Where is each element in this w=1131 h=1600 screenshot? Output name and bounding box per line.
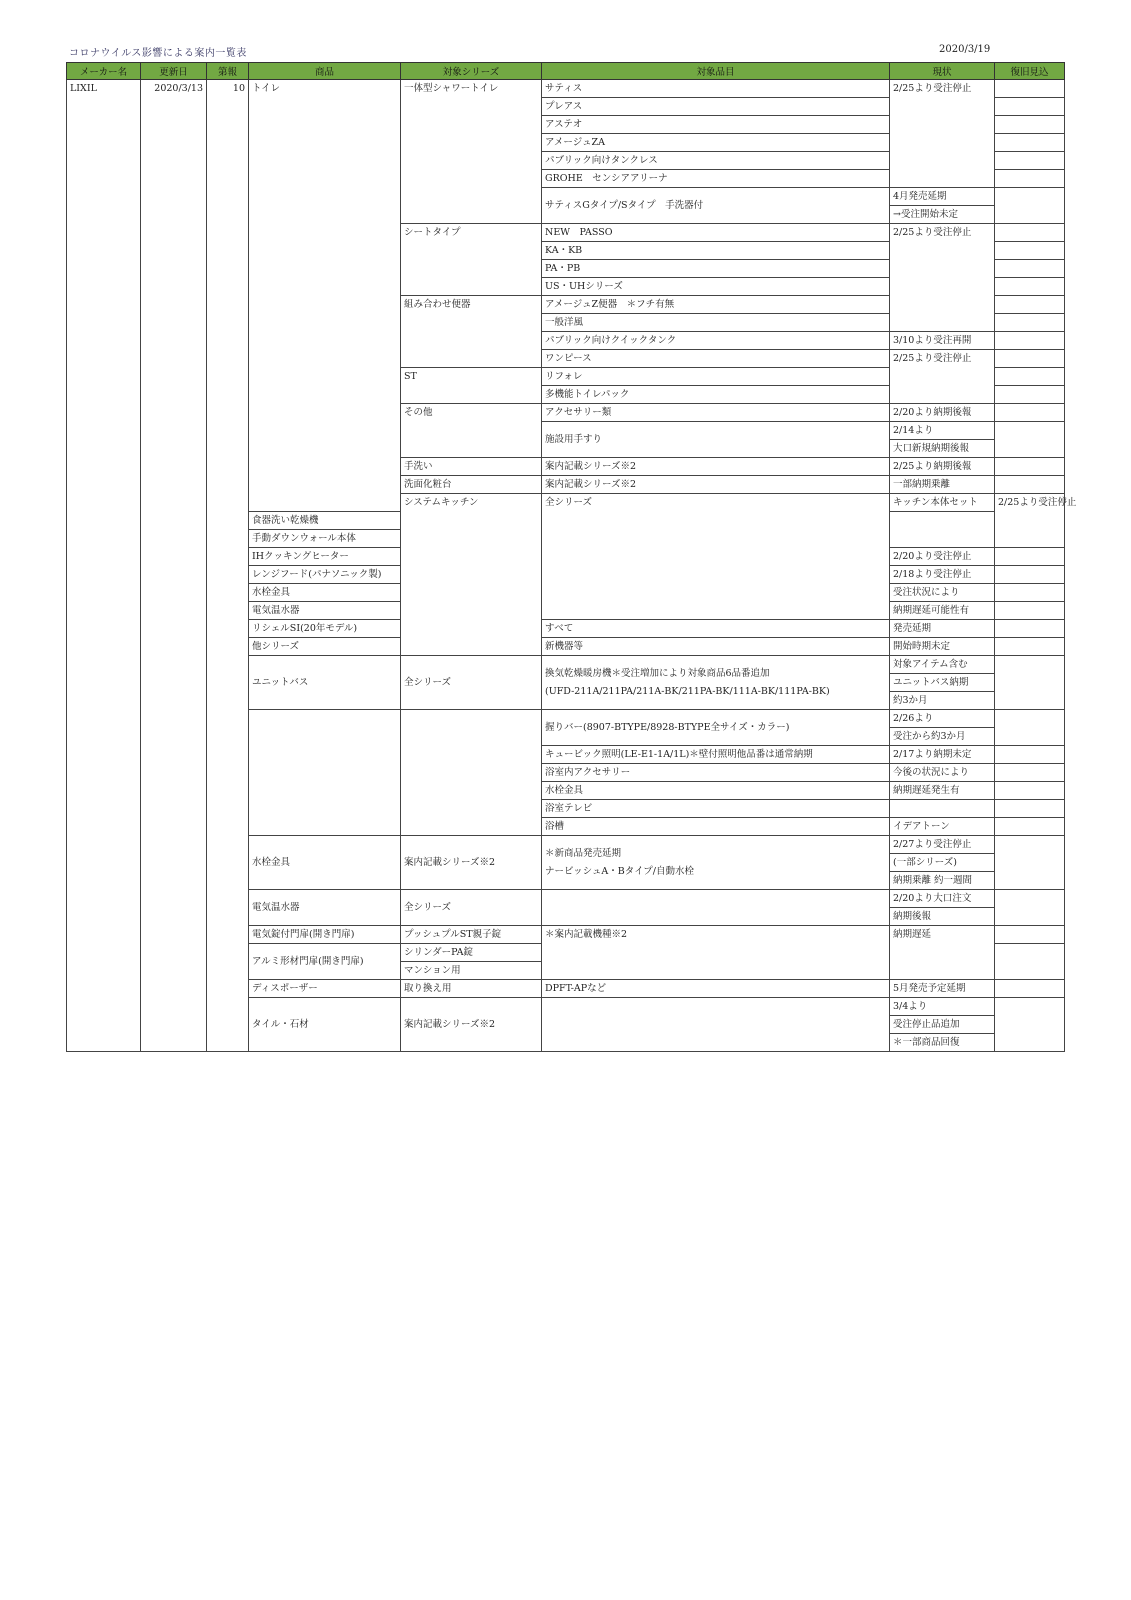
series-combination: 組み合わせ便器 — [401, 296, 542, 368]
item-cell — [542, 656, 890, 710]
status-cell: ＊一部商品回復 — [890, 1034, 995, 1052]
recovery-cell — [995, 188, 1065, 224]
status-cell: (一部シリーズ) — [890, 854, 995, 872]
recovery-cell — [995, 314, 1065, 332]
item-cell: 案内記載シリーズ※2 — [542, 476, 890, 494]
recovery-cell — [995, 458, 1065, 476]
status-cell — [890, 800, 995, 818]
recovery-cell — [995, 548, 1065, 566]
series-mansion: マンション用 — [401, 962, 542, 980]
recovery-cell — [995, 656, 1065, 710]
item-cell: リフォレ — [542, 368, 890, 386]
recovery-cell — [995, 746, 1065, 764]
series-other-kitchen: 他シリーズ — [249, 638, 401, 656]
recovery-cell — [995, 260, 1065, 278]
status-cell: 約3か月 — [890, 692, 995, 710]
recovery-cell — [995, 404, 1065, 422]
recovery-cell — [995, 800, 1065, 818]
recovery-cell — [995, 836, 1065, 890]
series-bathtub: イデアトーン — [890, 818, 995, 836]
item-cell: 浴室テレビ — [542, 800, 890, 818]
item-cell: 案内記載シリーズ※2 — [542, 458, 890, 476]
status-cell: 2/17より納期未定 — [890, 746, 995, 764]
recovery-cell — [995, 476, 1065, 494]
product-unitbath: ユニットバス — [249, 656, 401, 710]
item-cell: 施設用手すり — [542, 422, 890, 458]
item-cell: DPFT-APなど — [542, 980, 890, 998]
product-disposer: ディスポーザー — [249, 980, 401, 998]
status-cell: 発売延期 — [890, 620, 995, 638]
item-cell: レンジフード(パナソニック製) — [249, 566, 401, 584]
series-other: その他 — [401, 404, 542, 458]
recovery-cell — [995, 944, 1065, 980]
series-tearai: 手洗い — [401, 458, 542, 476]
item-cell: NEW PASSO — [542, 224, 890, 242]
series-seat-type: シートタイプ — [401, 224, 542, 296]
status-cell: 2/20より大口注文 — [890, 890, 995, 908]
series-tile: 案内記載シリーズ※2 — [401, 998, 542, 1052]
item-cell: PA・PB — [542, 260, 890, 278]
series-cylinder: シリンダーPA錠 — [401, 944, 542, 962]
status-cell: 納期遅延 — [890, 926, 995, 980]
product-unitbath-cont — [249, 710, 401, 836]
recovery-cell — [995, 350, 1065, 368]
product-tile: タイル・石材 — [249, 998, 401, 1052]
product-toilet: トイレ — [249, 80, 401, 512]
status-cell: 3/4より — [890, 998, 995, 1016]
item-line: 換気乾燥暖房機＊受注増加により対象商品6品番追加 — [545, 667, 770, 679]
series-water-heater: 全シリーズ — [401, 890, 542, 926]
status-cell: 開始時期未定 — [890, 638, 995, 656]
status-cell: 受注から約3か月 — [890, 728, 995, 746]
recovery-cell — [995, 332, 1065, 350]
status-cell: 2/20より受注停止 — [890, 548, 995, 566]
item-cell: パブリック向けクイックタンク — [542, 332, 890, 350]
recovery-cell — [995, 926, 1065, 944]
series-shower-toilet: 一体型シャワートイレ — [401, 80, 542, 224]
item-cell — [542, 836, 890, 890]
item-cell: 手動ダウンウォール本体 — [249, 530, 401, 548]
item-cell: ワンピース — [542, 350, 890, 368]
status-cell: 受注状況により — [890, 584, 995, 602]
item-cell: アメージュZ便器 ＊フチ有無 — [542, 296, 890, 314]
recovery-cell — [995, 638, 1065, 656]
item-cell: 握りバー(8907-BTYPE/8928-BTYPE全サイズ・カラー) — [542, 710, 890, 746]
recovery-cell — [995, 620, 1065, 638]
recovery-cell — [995, 224, 1065, 242]
status-cell: 納期遅延発生有 — [890, 782, 995, 800]
status-cell: 納期遅延可能性有 — [890, 602, 995, 620]
maker-cell: LIXIL — [67, 80, 141, 1052]
item-cell: 一般洋風 — [542, 314, 890, 332]
status-cell: 2/25より受注停止 — [890, 224, 995, 332]
series-unitbath: 全シリーズ — [401, 656, 542, 710]
item-cell — [995, 818, 1065, 836]
recovery-cell — [995, 710, 1065, 746]
series-pushpull: プッシュプルST親子錠 — [401, 926, 542, 944]
status-cell: 一部納期乗離 — [890, 476, 995, 494]
recovery-cell — [995, 296, 1065, 314]
product-kitchen: システムキッチン — [401, 494, 542, 656]
series-st: ST — [401, 368, 542, 404]
series-richelle-si: リシェルSI(20年モデル) — [249, 620, 401, 638]
status-cell: 2/25より受注停止 — [890, 80, 995, 188]
item-cell: 浴室内アクセサリー — [542, 764, 890, 782]
guidance-table — [66, 62, 1077, 1052]
status-cell: 2/27より受注停止 — [890, 836, 995, 854]
item-cell: サティスGタイプ/Sタイプ 手洗器付 — [542, 188, 890, 224]
recovery-cell — [890, 512, 995, 548]
item-cell — [542, 998, 890, 1052]
recovery-cell — [995, 170, 1065, 188]
item-cell: 新機器等 — [542, 638, 890, 656]
status-cell: 納期後報 — [890, 908, 995, 926]
status-cell: 対象アイテム含む — [890, 656, 995, 674]
recovery-cell — [995, 152, 1065, 170]
col-header-updated: 更新日 — [141, 63, 207, 80]
item-cell: アクセサリー類 — [542, 404, 890, 422]
recovery-cell — [995, 764, 1065, 782]
recovery-cell — [995, 386, 1065, 404]
series-kitchen-all: 全シリーズ — [542, 494, 890, 620]
recovery-cell — [995, 980, 1065, 998]
recovery-cell — [995, 98, 1065, 116]
status-cell: 大口新規納期後報 — [890, 440, 995, 458]
product-bathtub: 浴槽 — [542, 818, 890, 836]
recovery-cell — [995, 422, 1065, 458]
status-cell: 2/20より納期後報 — [890, 404, 995, 422]
status-cell: 2/25より受注停止 — [995, 494, 1065, 548]
status-cell: 受注停止品追加 — [890, 1016, 995, 1034]
status-cell: 2/18より受注停止 — [890, 566, 995, 584]
recovery-cell — [995, 368, 1065, 386]
document-title: コロナウイルス影響による案内一覧表 — [69, 48, 247, 59]
item-cell: パブリック向けタンクレス — [542, 152, 890, 170]
product-electric-gate: 電気錠付門扉(開き門扉) — [249, 926, 401, 944]
document-date: 2020/3/19 — [939, 44, 991, 55]
recovery-cell — [995, 566, 1065, 584]
series-unitbath-cont — [401, 710, 542, 836]
updated-cell: 2020/3/13 — [141, 80, 207, 1052]
item-cell: キッチン本体セット — [890, 494, 995, 512]
report-no-cell: 10 — [207, 80, 249, 1052]
status-cell: →受注開始未定 — [890, 206, 995, 224]
product-water-heater: 電気温水器 — [249, 890, 401, 926]
status-cell: ユニットバス納期 — [890, 674, 995, 692]
col-header-status: 現状 — [890, 63, 995, 80]
item-cell: US・UHシリーズ — [542, 278, 890, 296]
item-line: ＊新商品発売延期 — [545, 847, 622, 859]
status-cell: 2/26より — [890, 710, 995, 728]
recovery-cell — [995, 890, 1065, 926]
item-cell: サティス — [542, 80, 890, 98]
item-cell: プレアス — [542, 98, 890, 116]
item-cell: GROHE センシアアリーナ — [542, 170, 890, 188]
item-cell: 水栓金具 — [249, 584, 401, 602]
item-cell — [542, 890, 890, 926]
series-faucet: 案内記載シリーズ※2 — [401, 836, 542, 890]
item-cell: 多機能トイレパック — [542, 386, 890, 404]
col-header-report-no: 第報 — [207, 63, 249, 80]
recovery-cell — [995, 80, 1065, 98]
recovery-cell — [995, 134, 1065, 152]
item-cell: アメージュZA — [542, 134, 890, 152]
product-faucet: 水栓金具 — [249, 836, 401, 890]
item-cell: 水栓金具 — [542, 782, 890, 800]
item-cell: IHクッキングヒーター — [249, 548, 401, 566]
item-cell: すべて — [542, 620, 890, 638]
recovery-cell — [995, 278, 1065, 296]
series-disposer: 取り換え用 — [401, 980, 542, 998]
status-cell: 3/10より受注再開 — [890, 332, 995, 350]
status-cell: 4月発売延期 — [890, 188, 995, 206]
col-header-series: 対象シリーズ — [401, 63, 542, 80]
item-line: ナービッシュA・Bタイプ/自動水栓 — [545, 865, 694, 877]
recovery-cell — [995, 242, 1065, 260]
series-senmen: 洗面化粧台 — [401, 476, 542, 494]
product-alumi-gate: アルミ形材門扉(開き門扉) — [249, 944, 401, 980]
col-header-product: 商品 — [249, 63, 401, 80]
item-cell: 電気温水器 — [249, 602, 401, 620]
col-header-recovery: 復旧見込 — [995, 63, 1065, 80]
status-cell: 2/25より受注停止 — [890, 350, 995, 404]
item-line: (UFD-211A/211PA/211A-BK/211PA-BK/111A-BK/111PA-BK) — [545, 685, 830, 697]
col-header-maker: メーカー名 — [67, 63, 141, 80]
item-cell: KA・KB — [542, 242, 890, 260]
table-header-row — [67, 63, 1065, 80]
status-cell: 今後の状況により — [890, 764, 995, 782]
item-cell: キュービック照明(LE-E1-1A/1L)＊壁付照明他品番は通常納期 — [542, 746, 890, 764]
recovery-cell — [995, 584, 1065, 602]
item-cell: 食器洗い乾燥機 — [249, 512, 401, 530]
recovery-cell — [995, 998, 1065, 1052]
item-cell: アステオ — [542, 116, 890, 134]
status-cell: 2/14より — [890, 422, 995, 440]
status-cell: 2/25より納期後報 — [890, 458, 995, 476]
recovery-cell — [995, 116, 1065, 134]
table-row — [67, 80, 1065, 98]
recovery-cell — [995, 782, 1065, 800]
status-cell: 納期乗離 約一週間 — [890, 872, 995, 890]
col-header-items: 対象品目 — [542, 63, 890, 80]
status-cell: 5月発売予定延期 — [890, 980, 995, 998]
item-cell: ＊案内記載機種※2 — [542, 926, 890, 980]
recovery-cell — [995, 602, 1065, 620]
